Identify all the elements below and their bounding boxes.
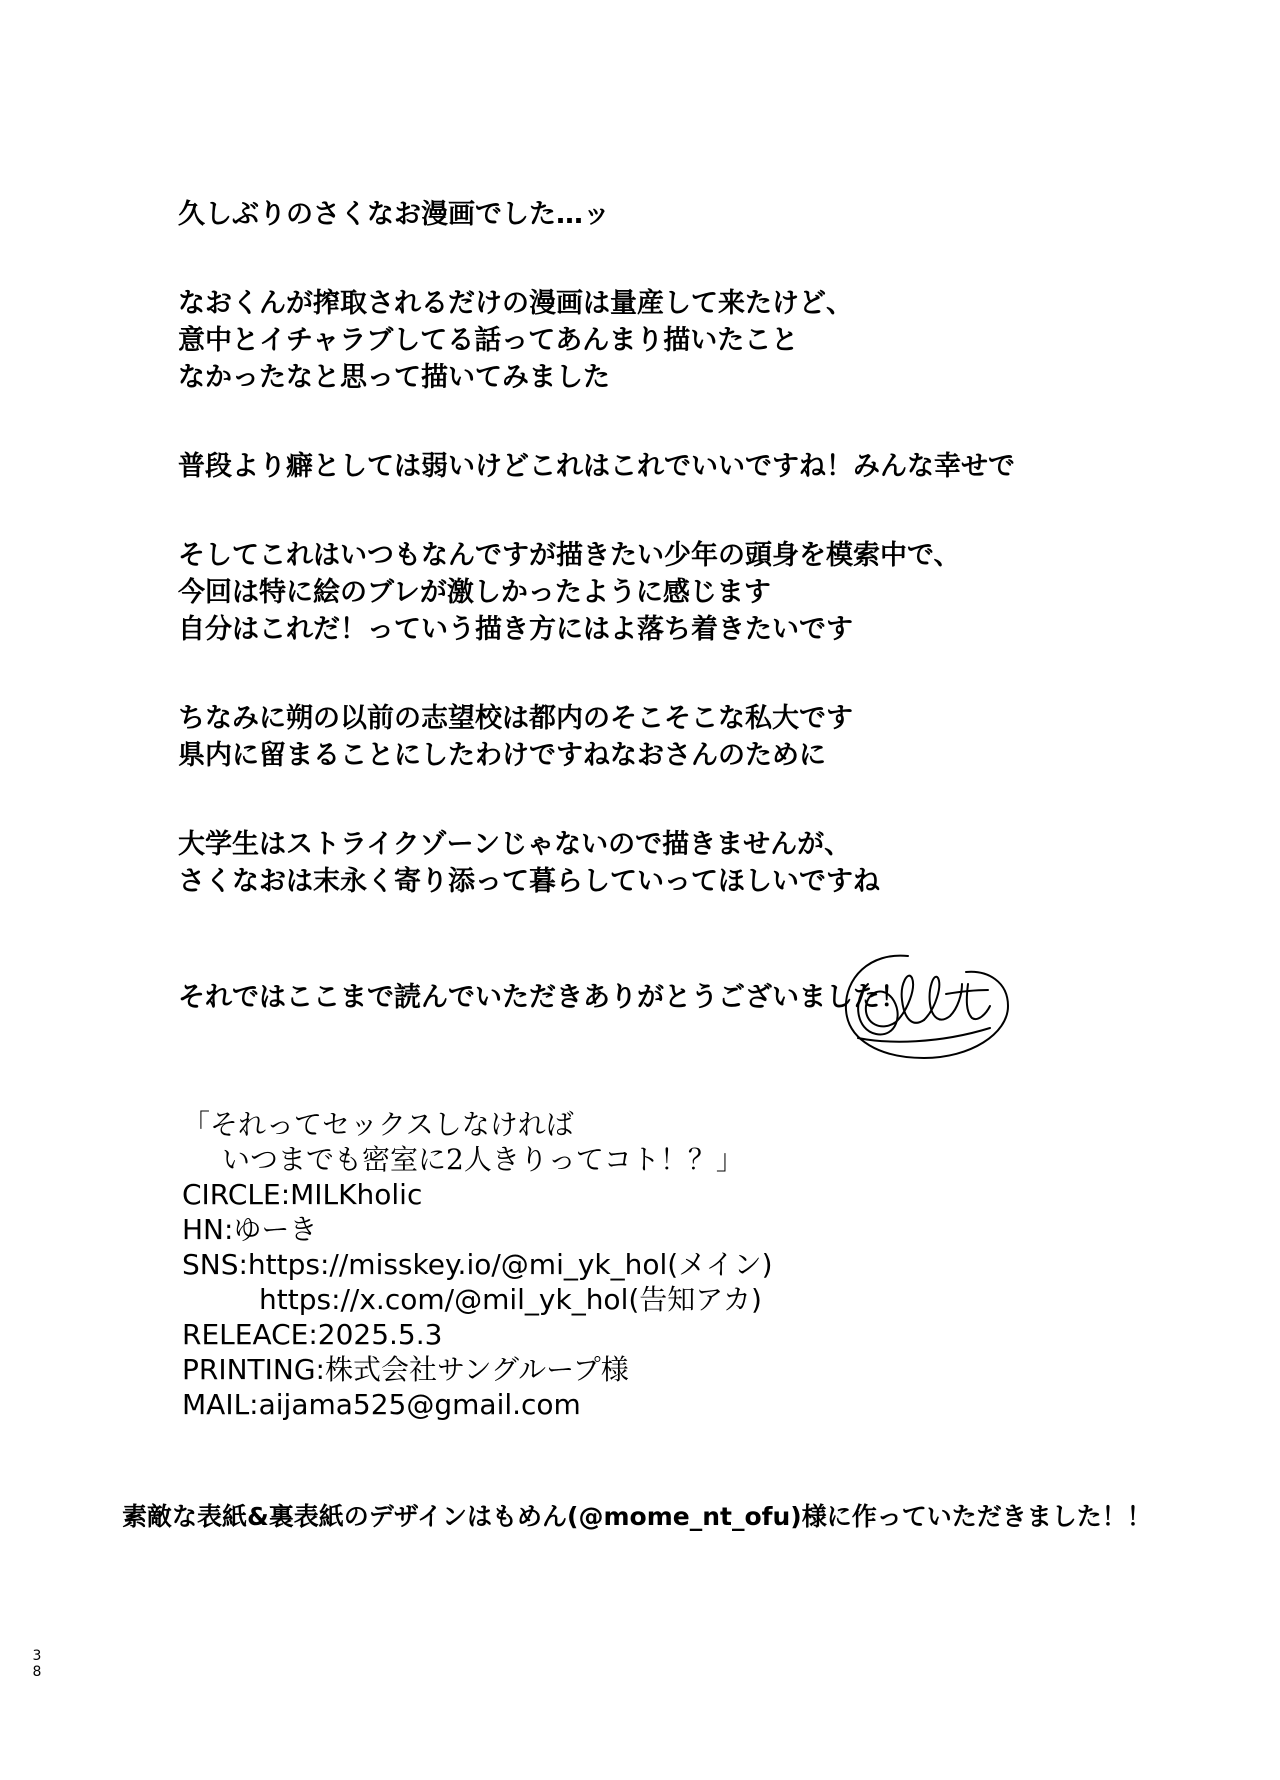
handle-name: HN:ゆーき [182, 1213, 318, 1246]
contact-mail[interactable]: MAIL:aijama525@gmail.com [182, 1388, 581, 1421]
afterword-text [178, 196, 1218, 1016]
handwritten-signature-icon [838, 948, 1016, 1066]
release-date: RELEACE:2025.5.3 [182, 1318, 443, 1351]
work-title-line-1: 「それってセックスしなければ [182, 1108, 574, 1141]
printing-company: PRINTING:株式会社サングループ様 [182, 1353, 629, 1386]
afterword-closing-line: それではここまで読んでいただきありがとうございました！ [178, 982, 907, 1013]
afterword-line: そしてこれはいつもなんですが描きたい少年の頭身を模索中で、 [178, 540, 961, 571]
cover-design-credit: 素敵な表紙&裏表紙のデザインはもめん(@mome_nt_ofu)様に作っていただきました！！ [122, 1502, 1152, 1531]
afterword-line: ちなみに朔の以前の志望校は都内のそこそこな私大です [178, 703, 853, 734]
sns-sub-link[interactable]: https://x.com/@mil_yk_hol(告知アカ) [259, 1283, 762, 1316]
page-number [30, 1648, 44, 1680]
page-number-digit: 8 [32, 1664, 42, 1680]
afterword-line: 久しぶりのさくなお漫画でした…ッ [178, 199, 610, 230]
afterword-line: 今回は特に絵のブレが激しかったように感じます [178, 577, 771, 608]
afterword-line: 大学生はストライクゾーンじゃないので描きませんが、 [178, 829, 852, 860]
afterword-line: 自分はこれだ！っていう描き方にはよ落ち着きたいです [178, 614, 853, 645]
afterword-line: さくなおは末永く寄り添って暮らしていってほしいですね [178, 866, 880, 897]
circle-name: CIRCLE:MILKholic [182, 1178, 423, 1211]
afterword-line: なかったなと思って描いてみました [178, 362, 610, 393]
afterword-line: 県内に留まることにしたわけですねなおさんのために [178, 740, 826, 771]
colophon [182, 1107, 1082, 1422]
work-title-line-2: いつまでも密室に2人きりってコト！？」 [222, 1143, 744, 1176]
afterword-line: 普段より癖としては弱いけどこれはこれでいいですね！みんな幸せで [178, 451, 1015, 482]
sns-main-link[interactable]: SNS:https://misskey.io/@mi_yk_hol(メイン) [182, 1248, 773, 1281]
afterword-line: なおくんが搾取されるだけの漫画は量産して来たけど、 [178, 288, 853, 319]
page-number-digit: 3 [32, 1648, 42, 1664]
afterword-line: 意中とイチャラブしてる話ってあんまり描いたこと [178, 325, 799, 356]
